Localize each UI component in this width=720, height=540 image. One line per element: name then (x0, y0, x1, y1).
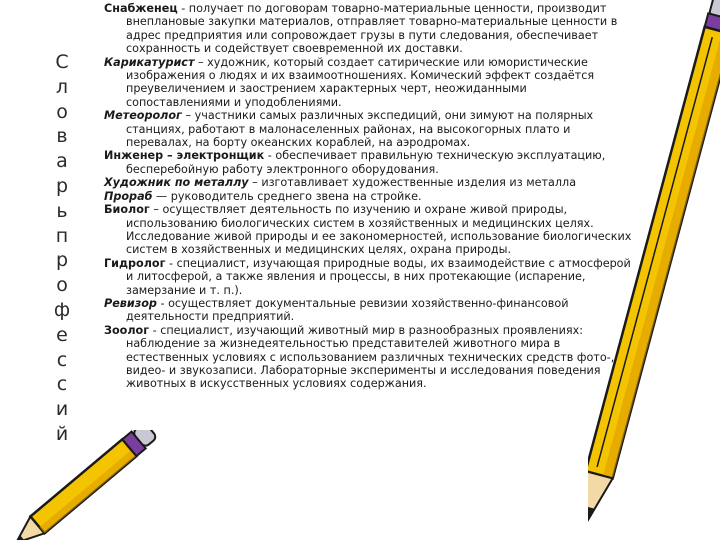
entry-definition: осуществляет документальные ревизии хозяйственно-финансовой деятельности предприятий. (126, 296, 569, 324)
entry-term: Инженер – электронщик (104, 149, 265, 163)
entry-prorab: Прораб — руководитель среднего звена на стройке. (104, 189, 422, 203)
entry-term: Ревизор (104, 296, 157, 310)
title-letter: и (55, 398, 69, 421)
title-letter: ф (53, 298, 71, 321)
entry-revizor: Ревизор - осуществляет документальные ревизии хозяйственно-финансовой деятельности предприятий. (104, 296, 569, 324)
title-letter: с (56, 348, 68, 371)
entry-term: Метеоролог (104, 109, 182, 123)
entry-definition: участники самых различных экспедиций, они зимуют на полярных станциях, работают в малонаселенных районах, на высокогорных плато и перевалах, на борту океанских кораблей, на аэродромах. (126, 109, 594, 150)
definitions-list (104, 2, 634, 391)
entry-definition: осуществляет деятельность по изучению и охране живой природы, использованию биологических систем в хозяйственных и медицинских целях. Исследование живой природы и ее закономерностей, использование биологических систем в хозяйственных и медицинских целях, охрана природы. (126, 203, 632, 257)
entry-definition: изготавливает художественные изделия из металла (261, 176, 577, 190)
pencil-icon (0, 430, 170, 540)
title-letter: й (55, 422, 69, 445)
title-letter: е (56, 323, 68, 346)
entry-definition: художник, который создает сатирические или юмористические изображения о людях и их взаимоотношениях. Комический эффект создаётся преувеличением и заострением характерных черт, неожиданными сопоставлениями и уподоблениями. (126, 55, 595, 109)
title-letter: в (56, 125, 68, 148)
entry-term: Снабженец (104, 2, 178, 15)
entry-meteorolog: Метеоролог – участники самых различных экспедиций, они зимуют на полярных станциях, работают в малонаселенных районах, на высокогорных плато и перевалах, на борту океанских кораблей, на аэродромах. (104, 109, 594, 150)
entry-definition: руководитель среднего звена на стройке. (170, 189, 422, 203)
entry-term: Художник по металлу (104, 176, 249, 190)
entry-karikaturist: Карикатурист – художник, который создает сатирические или юмористические изображения о людях и их взаимоотношениях. Комический эффект создаётся преувеличением и заострением характерных черт, неожиданными сопоставлениями и уподоблениями. (104, 55, 595, 109)
vertical-title (50, 50, 74, 447)
entry-term: Гидролог (104, 256, 166, 270)
entry-definition: специалист, изучающая природные воды, их взаимодействие с атмосферой и литосферой, а также явления и процессы, в них протекающие (испарение, замерзание и т. п.). (126, 256, 631, 297)
title-letter: С (55, 51, 69, 73)
entry-term: Биолог (104, 203, 150, 217)
entry-term: Карикатурист (104, 55, 195, 69)
title-letter: р (55, 174, 69, 197)
title-letter: с (56, 373, 68, 396)
entry-definition: обеспечивает правильную техническую эксплуатацию, бесперебойную работу электронного оборудования. (126, 149, 606, 176)
title-letter: а (56, 150, 68, 173)
pencil-wood (588, 471, 613, 527)
entry-biolog: Биолог – осуществляет деятельность по изучению и охране живой природы, использованию биологических систем в хозяйственных и медицинских целях. Исследование живой природы и ее закономерностей, использование биологических систем в хозяйственных и медицинских целях, охрана природы. (104, 203, 632, 257)
entry-khudozhnik-po-metallu: Художник по металлу – изготавливает художественные изделия из металла (104, 176, 577, 190)
title-letter: о (56, 100, 68, 123)
title-letter: о (56, 274, 68, 297)
pencil-icon (588, 0, 720, 540)
entry-definition: специалист, изучающий животный мир в разнообразных проявлениях: наблюдение за жизнедеятельностью представителей животного мира в естественных условиях с использованием различных технических средств фото-, видео- и звукозаписи. Лабораторные эксперименты и исследования поведения животных в искусственных условиях содержания. (126, 323, 615, 391)
entry-definition: получает по договорам товарно-материальные ценности, производит внеплановые закупки материалов, отправляет товарно-материальные ценности в адрес предприятия или сопровождает грузы в пути следования, обеспечивает сохранность и содействует своевременной их доставки. (126, 2, 618, 56)
entry-snabzhenets: Снабженец - получает по договорам товарно-материальные ценности, производит внеплановые закупки материалов, отправляет товарно-материальные ценности в адрес предприятия или сопровождает грузы в пути следования, обеспечивает сохранность и содействует своевременной их доставки. (104, 2, 618, 56)
title-letter: л (55, 75, 69, 98)
title-letter: п (55, 224, 69, 247)
entry-term: Зоолог (104, 323, 150, 337)
entry-gidrolog: Гидролог - специалист, изучающая природные воды, их взаимодействие с атмосферой и литосферой, а также явления и процессы, в них протекающие (испарение, замерзание и т. п.). (104, 256, 631, 297)
title-letter: ь (56, 199, 68, 222)
title-letter: р (55, 249, 69, 272)
pencil-lead (588, 506, 595, 526)
entry-inzhener: Инженер – электронщик - обеспечивает правильную техническую эксплуатацию, бесперебойную работу электронного оборудования. (104, 149, 606, 176)
entry-term: Прораб (104, 189, 153, 203)
entry-zoolog: Зоолог - специалист, изучающий животный мир в разнообразных проявлениях: наблюдение за жизнедеятельностью представителей животного мира в естественных условиях с использованием различных технических средств фото-, видео- и звукозаписи. Лабораторные эксперименты и исследования поведения животных в искусственных условиях содержания. (104, 323, 615, 391)
pencil-body (30, 439, 136, 533)
